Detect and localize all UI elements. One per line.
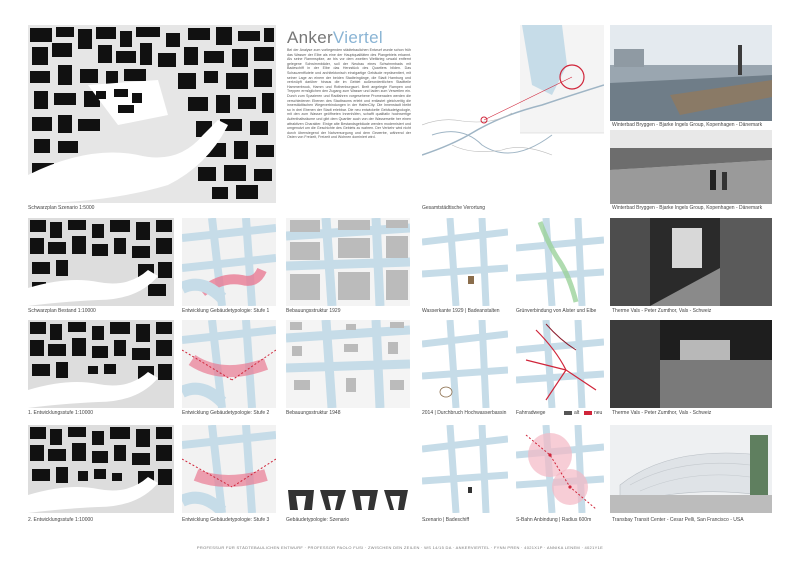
legend-swatch-alt xyxy=(564,411,572,415)
caption-r2-3: Bebauungsstruktur 1948 xyxy=(286,410,341,416)
caption-r2-1: 1. Entwicklungsstufe 1:10000 xyxy=(28,410,94,416)
page-title xyxy=(287,28,383,48)
regional-location-map xyxy=(422,25,604,203)
map-development-stage-2 xyxy=(28,425,174,513)
caption-region-map: Gesamtstädtische Verortung xyxy=(422,205,486,211)
caption-photo-1: Winterbad Bryggen - Bjarke Ingels Group, Kopenhagen - Dänemark xyxy=(612,122,763,128)
photo-therme-vals-2 xyxy=(610,320,772,408)
caption-r3-1: 2. Entwicklungsstufe 1:10000 xyxy=(28,517,94,523)
photo-harbour-bath-1 xyxy=(610,25,772,121)
caption-main-map: Schwarzplan Szenario 1:5000 xyxy=(28,205,95,211)
caption-r1-5: Grünverbindung von Alster und Elbe xyxy=(516,308,597,314)
caption-r1-1: Schwarzplan Bestand 1:10000 xyxy=(28,308,96,314)
legend-label-alt: alt xyxy=(574,410,580,416)
map-typology-stage-1 xyxy=(182,218,276,306)
footer-credits: PROFESSUR FÜR STÄDTEBAULICHEN ENTWURF · PROFESSOR PAOLO FUSI · ZWISCHEN DEN ZEILEN · WS 14/15 DA · ANKERVIERTEL · FYNN PREN · 4021X1P · ANNIKA LENEM · 4021Y1E xyxy=(196,545,604,550)
caption-photo-2: Winterbad Bryggen - Bjarke Ingels Group, Kopenhagen - Dänemark xyxy=(612,205,763,211)
map-flood-basin-2014 xyxy=(422,320,508,408)
caption-r2-6: Therme Vals - Peter Zumthor, Vals - Schweiz xyxy=(612,410,712,416)
map-typology-stage-2 xyxy=(182,320,276,408)
photo-transbay-center xyxy=(610,425,772,513)
map-waterfront-1929 xyxy=(422,218,508,306)
map-structure-1948 xyxy=(286,320,410,408)
photo-therme-vals-1 xyxy=(610,218,772,306)
typology-diagram xyxy=(286,488,410,512)
caption-r2-4: 2014 | Durchbruch Hochwasserbassin xyxy=(422,410,507,416)
photo-harbour-bath-2 xyxy=(610,130,772,204)
caption-r3-4: Szenario | Badeschiff xyxy=(422,517,470,523)
map-s-bahn-radius xyxy=(516,425,604,513)
map-typology-stage-3 xyxy=(182,425,276,513)
title-viertel: Viertel xyxy=(332,28,383,47)
map-figure-ground-existing xyxy=(28,218,174,306)
legend-label-neu: neu xyxy=(594,410,603,416)
caption-r1-6: Therme Vals - Peter Zumthor, Vals - Schweiz xyxy=(612,308,712,314)
map-structure-1929 xyxy=(286,218,410,306)
map-development-stage-1 xyxy=(28,320,174,408)
project-description: Bei der Analyse zum vorliegenden städtebaulichen Entwurf wurde schon früh das Wasser der Elbe als eine der Hauptqualitäten des Plangebiets erkannt. Als seine Rammspitze, an bis vor dem zweiten Weltkrieg urwald entfernt gelegene Schwimmbäder, soll der Neubau eines Schwimmbads mit Badeschiff in der Elbe das Herzstück des Quartiers bilden. Das Schauzentflutete und architektonisch einzigartige Gebäude repräsentiert, mit seiner Lage an einem der beiden Stadteingänge, die Stadt Hamburg und verknüpft darüber hinaus die im Gebiet außerordentlichen Stadtteile Hammerbrook, Hamm und Rothenburgsort. Breit angelegte Rampen und Treppen ermöglichen den Zugang zum Wasser und laden zum Verweilen ein. Durch zum Spazieren und Radfahren vorgesehene Promenaden werden die verschiedenen Ebenen des Stadtraums erlebt und entlastet gleichzeitig die innerstädtischen Wegeverbindungen in der HafenCity. Die Innenstadt bleibt so in drei Ebenen der Stadt erlebbar. Die neu entwickelte Gebäudetypologie, mit den zum Wasser geöffneten Innenhöfen, schafft qualitativ hochwertige Aufenthaltsräume und gibt dem Quartier auch von der Wasserseite her einen attraktiven Charakter. Einige alte Bestandsgebäude werden modernisiert und umgenutzt um die Geschichte des Gebiets zu wahren. Der Verkehr wird nicht durch überwiegend der Nahversorgung und dem Gewerbe, während der Osten von Freizeit, Freizeit und Wohnen dominiert wird. xyxy=(287,48,411,140)
caption-r1-3: Bebauungsstruktur 1929 xyxy=(286,308,341,314)
caption-r3-6: Transbay Transit Center - Cesar Pelli, San Francisco - USA xyxy=(612,517,744,523)
map-bathing-ship xyxy=(422,425,508,513)
caption-r3-5: S-Bahn Anbindung | Radius 600m xyxy=(516,517,592,523)
map-green-link xyxy=(516,218,604,306)
caption-r3-3: Gebäudetypologie: Szenario xyxy=(286,517,350,523)
caption-r1-2: Entwicklung Gebäudetypologie: Stufe 1 xyxy=(182,308,270,314)
caption-r2-2: Entwicklung Gebäudetypologie: Stufe 2 xyxy=(182,410,270,416)
legend-swatch-neu xyxy=(584,411,592,415)
main-figure-ground-map xyxy=(28,25,276,203)
map-bike-paths xyxy=(516,320,604,408)
caption-r1-4: Wasserkante 1929 | Badeanstalten xyxy=(422,308,500,314)
caption-r2-5: Fahrradwege xyxy=(516,410,546,416)
caption-r3-2: Entwicklung Gebäudetypologie: Stufe 3 xyxy=(182,517,270,523)
title-anker: Anker xyxy=(287,28,333,47)
